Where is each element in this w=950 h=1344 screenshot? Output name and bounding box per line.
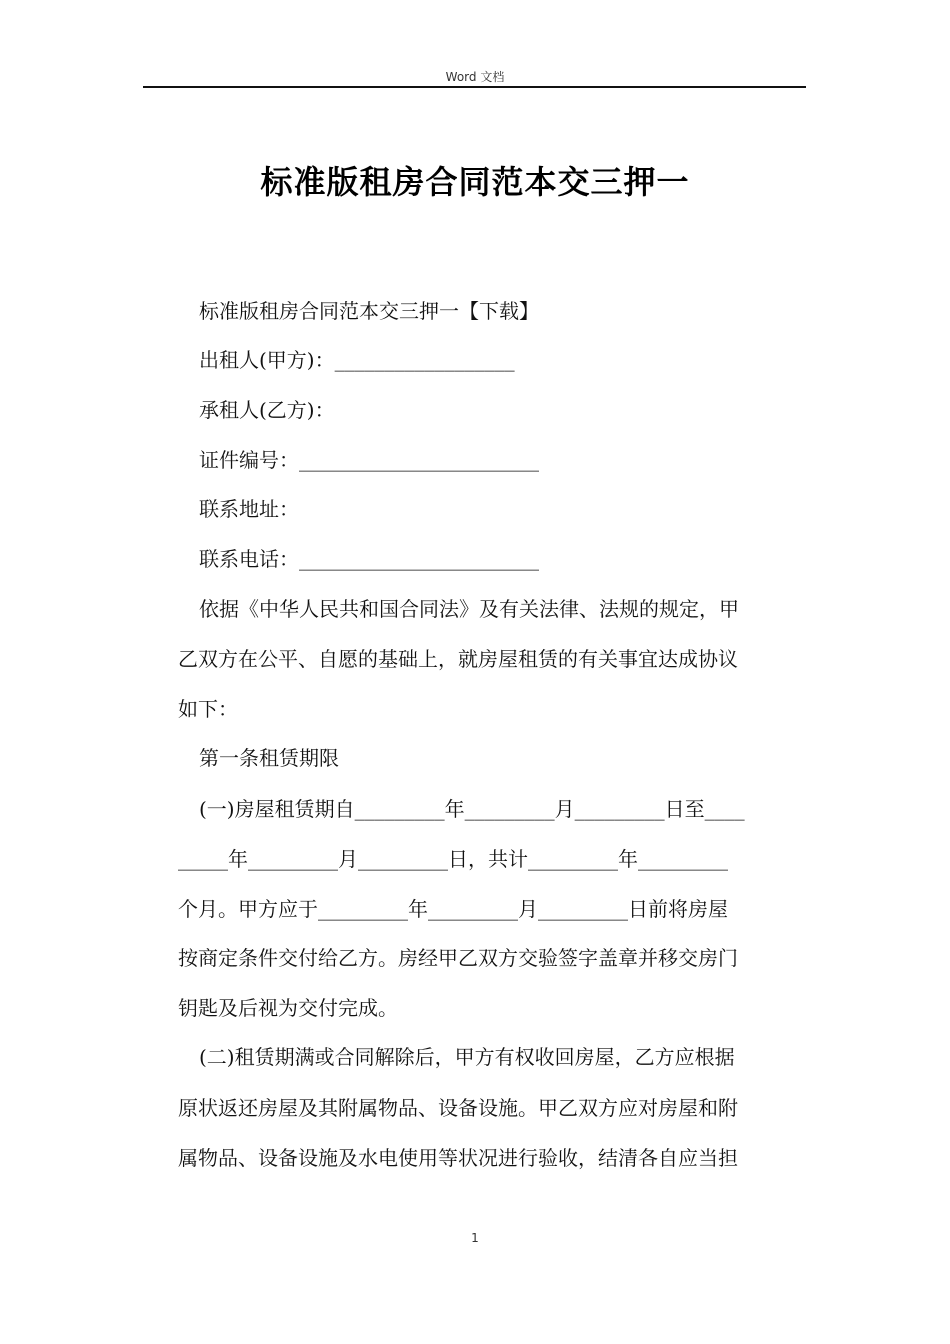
document-title: 标准版租房合同范本交三押一 (260, 163, 690, 201)
body-line: 如下： (178, 697, 238, 721)
body-line: 证件编号：________________________ (199, 448, 539, 472)
body-line: 个月。甲方应于_________年_________月_________日前将房屋 (178, 897, 728, 921)
body-line: 乙双方在公平、自愿的基础上，就房屋租赁的有关事宜达成协议 (178, 647, 738, 671)
body-line: _____年_________月_________日，共计_________年_________ (178, 847, 728, 871)
header-rule (143, 86, 806, 88)
body-line: 按商定条件交付给乙方。房经甲乙双方交验签字盖章并移交房门 (178, 946, 738, 970)
body-line: 联系地址： (199, 497, 299, 521)
page-number: 1 (471, 1231, 479, 1245)
body-line: 出租人(甲方)：__________________ (199, 348, 515, 372)
body-line: 第一条租赁期限 (199, 746, 339, 770)
body-line: 属物品、设备设施及水电使用等状况进行验收，结清各自应当担 (178, 1146, 738, 1170)
body-line: (二)租赁期满或合同解除后，甲方有权收回房屋，乙方应根据 (199, 1045, 735, 1069)
body-line: 钥匙及后视为交付完成。 (178, 996, 398, 1020)
body-line: 依据《中华人民共和国合同法》及有关法律、法规的规定，甲 (199, 597, 739, 621)
body-line: 原状返还房屋及其附属物品、设备设施。甲乙双方应对房屋和附 (178, 1096, 738, 1120)
body-line: 联系电话：________________________ (199, 547, 539, 571)
body-line: 标准版租房合同范本交三押一【下载】 (199, 299, 539, 323)
body-line: (一)房屋租赁期自_________年_________月_________日至____ (199, 797, 745, 821)
page-header-label: Word 文档 (445, 70, 505, 84)
body-line: 承租人(乙方)： (199, 398, 335, 422)
